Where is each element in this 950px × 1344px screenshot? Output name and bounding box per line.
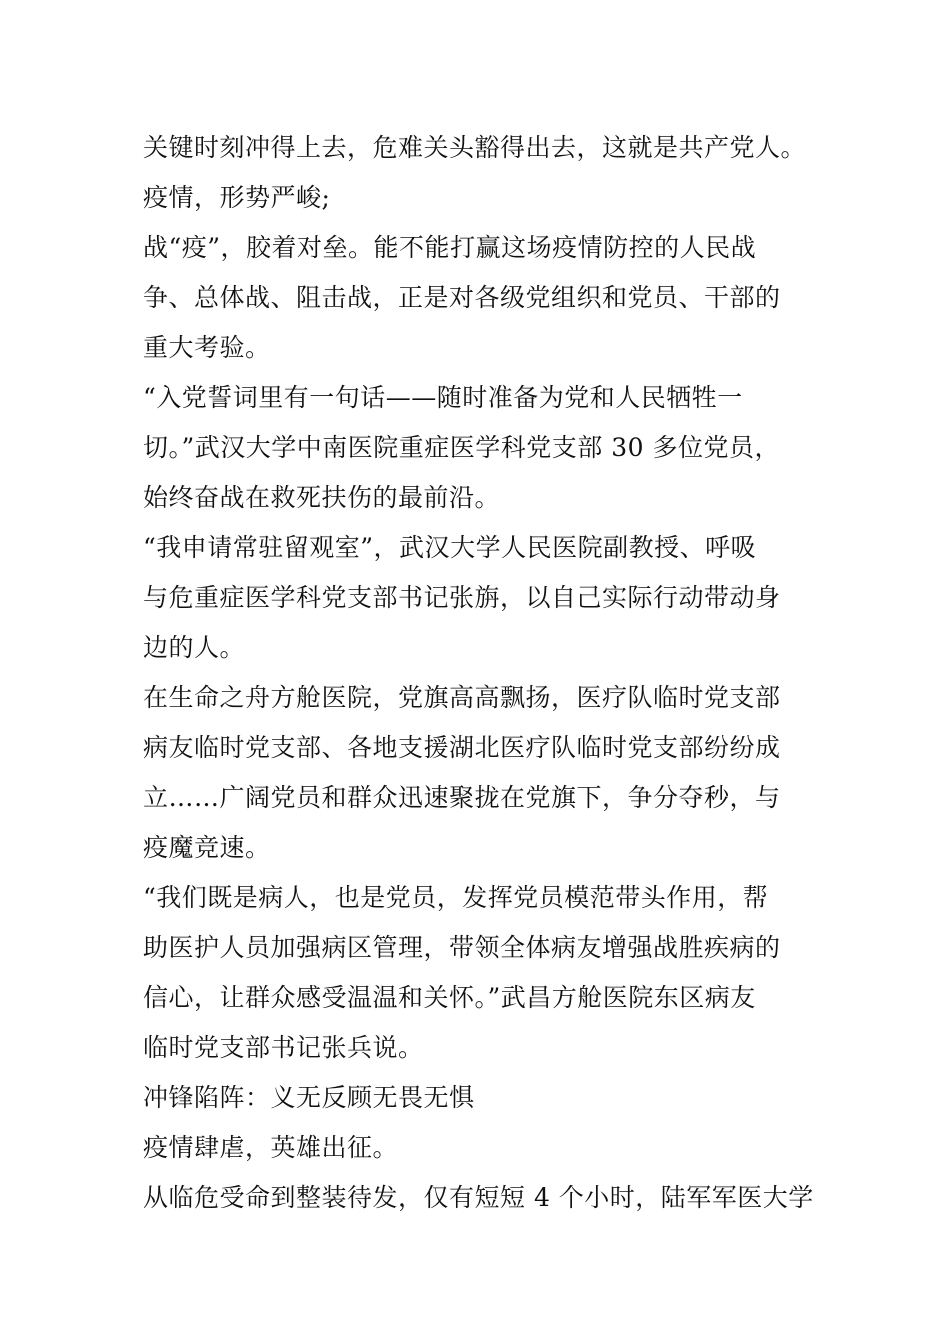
text-line: 信心，让群众感受温温和关怀。”武昌方舱医院东区病友	[143, 983, 756, 1012]
section-heading: 冲锋陷阵：义无反顾无畏无惧	[143, 1083, 475, 1112]
text-line: 始终奋战在救死扶伤的最前沿。	[143, 483, 501, 512]
text-line: 助医护人员加强病区管理，带领全体病友增强战胜疾病的	[143, 933, 781, 962]
text-line: “我们既是病人，也是党员，发挥党员模范带头作用，帮	[143, 883, 769, 912]
text-line: 切。”武汉大学中南医院重症医学科党支部 30 多位党员，	[143, 433, 780, 462]
text-line: 战“疫”，胶着对垒。能不能打赢这场疫情防控的人民战	[143, 233, 757, 262]
text-line: 与危重症医学科党支部书记张旃，以自己实际行动带动身	[143, 583, 781, 612]
text-line: 争、总体战、阻击战，正是对各级党组织和党员、干部的	[143, 283, 781, 312]
text-line: 立……广阔党员和群众迅速聚拢在党旗下，争分夺秒，与	[143, 783, 781, 812]
text-line: 疫魔竞速。	[143, 833, 271, 862]
text-line: 病友临时党支部、各地支援湖北医疗队临时党支部纷纷成	[143, 733, 781, 762]
text-line: 临时党支部书记张兵说。	[143, 1033, 424, 1062]
text-line: 在生命之舟方舱医院，党旗高高飘扬，医疗队临时党支部	[143, 683, 781, 712]
text-line: “我申请常驻留观室”，武汉大学人民医院副教授、呼吸	[143, 533, 757, 562]
text-line: 关键时刻冲得上去，危难关头豁得出去，这就是共产党人。	[143, 133, 807, 162]
text-line: 边的人。	[143, 633, 246, 662]
document-body	[143, 123, 814, 1223]
text-line: 从临危受命到整装待发，仅有短短 4 个小时，陆军军医大学	[143, 1183, 814, 1212]
text-line: “入党誓词里有一句话——随时准备为党和人民牺牲一	[143, 383, 743, 412]
text-line: 疫情肆虐，英雄出征。	[143, 1133, 399, 1162]
text-line: 疫情，形势严峻;	[143, 183, 331, 212]
text-line: 重大考验。	[143, 333, 271, 362]
